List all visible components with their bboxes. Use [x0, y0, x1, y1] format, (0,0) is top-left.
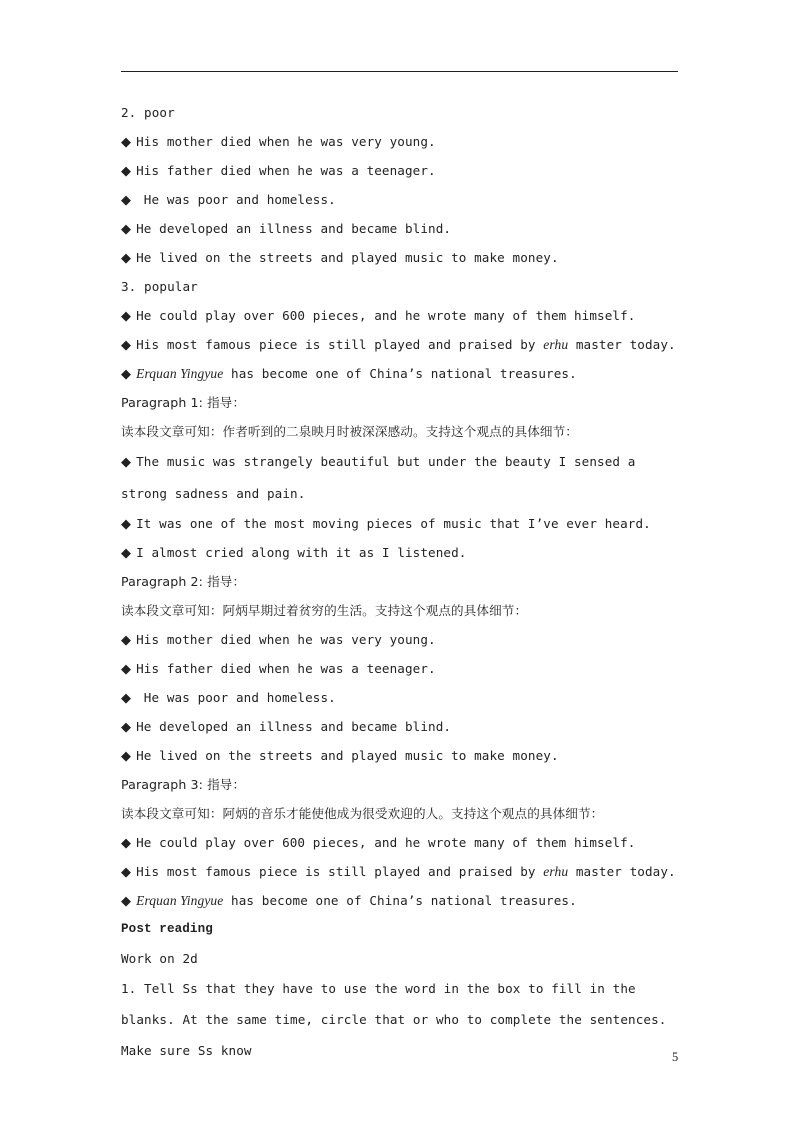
bullet-item: ◆ He lived on the streets and played music to make money. — [121, 748, 559, 764]
diamond-bullet-icon: ◆ — [121, 662, 132, 677]
diamond-bullet-icon: ◆ — [121, 455, 132, 470]
bullet-item: ◆ His most famous piece is still played and praised by erhu master today. — [121, 864, 676, 880]
bullet-item: ◆ He was poor and homeless. — [121, 690, 336, 706]
section-heading-post-reading: Post reading — [121, 922, 213, 936]
bullet-item: ◆ His father died when he was a teenager. — [121, 163, 436, 179]
diamond-bullet-icon: ◆ — [121, 720, 132, 735]
bullet-item: ◆ I almost cried along with it as I listened. — [121, 545, 467, 561]
bullet-item: ◆ Erquan Yingyue has become one of China’s national treasures. — [121, 893, 577, 909]
bullet-item: ◆ His mother died when he was very young. — [121, 134, 436, 150]
diamond-bullet-icon: ◆ — [121, 367, 132, 382]
paragraph-1-heading: Paragraph 1: 指导： — [121, 395, 246, 410]
diamond-bullet-icon: ◆ — [121, 222, 132, 237]
bullet-item: ◆ Erquan Yingyue has become one of China’s national treasures. — [121, 366, 577, 382]
diamond-bullet-icon: ◆ — [121, 894, 132, 909]
instruction-paragraph: 1. Tell Ss that they have to use the word in the box to fill in the blanks. At the same time, circle that or who to complete the sentences. Make sure Ss know — [121, 981, 667, 1058]
document-body — [121, 98, 681, 1066]
diamond-bullet-icon: ◆ — [121, 251, 132, 266]
diamond-bullet-icon: ◆ — [121, 338, 132, 353]
bullet-item: ◆ He developed an illness and became blind. — [121, 221, 452, 237]
diamond-bullet-icon: ◆ — [121, 691, 132, 706]
bullet-item: ◆ He lived on the streets and played music to make money. — [121, 250, 559, 266]
subheading-work-on-2d: Work on 2d — [121, 951, 198, 966]
diamond-bullet-icon: ◆ — [121, 135, 132, 150]
diamond-bullet-icon: ◆ — [121, 749, 132, 764]
page-number: 5 — [672, 1050, 679, 1064]
paragraph-3-heading: Paragraph 3: 指导： — [121, 777, 246, 792]
list-heading-poor: 2. poor — [121, 105, 175, 120]
bullet-item: ◆ He developed an illness and became blind. — [121, 719, 452, 735]
diamond-bullet-icon: ◆ — [121, 193, 132, 208]
bullet-item: ◆ It was one of the most moving pieces of music that I’ve ever heard. — [121, 516, 651, 532]
bullet-item: ◆ He could play over 600 pieces, and he wrote many of them himself. — [121, 308, 636, 324]
diamond-bullet-icon: ◆ — [121, 546, 132, 561]
bullet-item: ◆ His most famous piece is still played and praised by erhu master today. — [121, 337, 676, 353]
diamond-bullet-icon: ◆ — [121, 836, 132, 851]
diamond-bullet-icon: ◆ — [121, 517, 132, 532]
paragraph-1-guidance: 读本段文章可知：作者听到的二泉映月时被深深感动。支持这个观点的具体细节： — [121, 424, 578, 439]
paragraph-2-guidance: 读本段文章可知：阿炳早期过着贫穷的生活。支持这个观点的具体细节： — [121, 603, 528, 618]
diamond-bullet-icon: ◆ — [121, 865, 132, 880]
diamond-bullet-icon: ◆ — [121, 633, 132, 648]
header-rule — [121, 71, 678, 72]
bullet-item: ◆ His mother died when he was very young. — [121, 632, 436, 648]
list-heading-popular: 3. popular — [121, 279, 198, 294]
paragraph-3-guidance: 读本段文章可知：阿炳的音乐才能使他成为很受欢迎的人。支持这个观点的具体细节： — [121, 806, 604, 821]
paragraph-2-heading: Paragraph 2: 指导： — [121, 574, 246, 589]
bullet-item: ◆ He was poor and homeless. — [121, 192, 336, 208]
diamond-bullet-icon: ◆ — [121, 309, 132, 324]
bullet-item: ◆ The music was strangely beautiful but under the beauty I sensed a strong sadness and pain. — [121, 454, 636, 501]
bullet-item: ◆ He could play over 600 pieces, and he wrote many of them himself. — [121, 835, 636, 851]
diamond-bullet-icon: ◆ — [121, 164, 132, 179]
bullet-item: ◆ His father died when he was a teenager. — [121, 661, 436, 677]
